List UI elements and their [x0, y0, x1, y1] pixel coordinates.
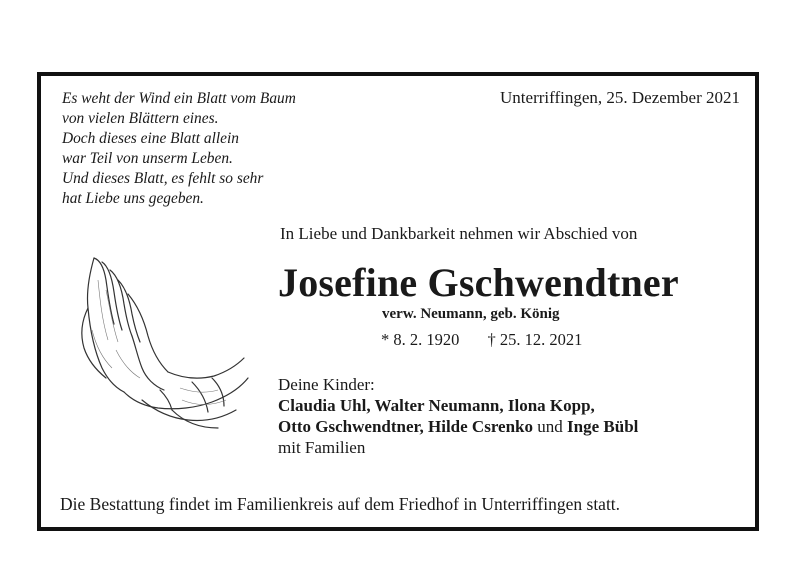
place-and-date: Unterriffingen, 25. Dezember 2021: [500, 88, 740, 107]
funeral-notice: Die Bestattung findet im Familienkreis auf dem Friedhof in Unterriffingen statt.: [60, 494, 621, 514]
poem-line: von vielen Blättern eines.: [62, 110, 219, 127]
mourners-line-2: [278, 416, 638, 437]
poem-line: war Teil von unserm Leben.: [62, 150, 233, 167]
deceased-name: Josefine Gschwendtner: [278, 260, 679, 305]
mourners-line-1: Claudia Uhl, Walter Neumann, Ilona Kopp,: [278, 396, 595, 415]
mourners: [278, 374, 638, 458]
poem-line: Es weht der Wind ein Blatt vom Baum: [62, 90, 296, 107]
mourners-names: Otto Gschwendtner, Hilde Csrenko: [278, 417, 534, 436]
poem: [62, 89, 296, 209]
poem-line: Doch dieses eine Blatt allein: [62, 130, 239, 147]
poem-line: hat Liebe uns gegeben.: [62, 190, 204, 207]
mourners-connector: und: [533, 417, 568, 436]
life-dates: [381, 330, 582, 350]
mourners-closing: mit Familien: [278, 438, 366, 457]
maiden-names: verw. Neumann, geb. König: [382, 306, 560, 322]
praying-hands-icon: [72, 250, 252, 440]
birth-date: * 8. 2. 1920: [381, 330, 460, 349]
poem-line: Und dieses Blatt, es fehlt so sehr: [62, 170, 264, 187]
farewell-intro: In Liebe und Dankbarkeit nehmen wir Abschied von: [280, 224, 638, 243]
death-date: † 25. 12. 2021: [487, 330, 583, 349]
mourners-heading: Deine Kinder:: [278, 375, 375, 394]
mourners-last-name: Inge Bübl: [567, 417, 639, 436]
